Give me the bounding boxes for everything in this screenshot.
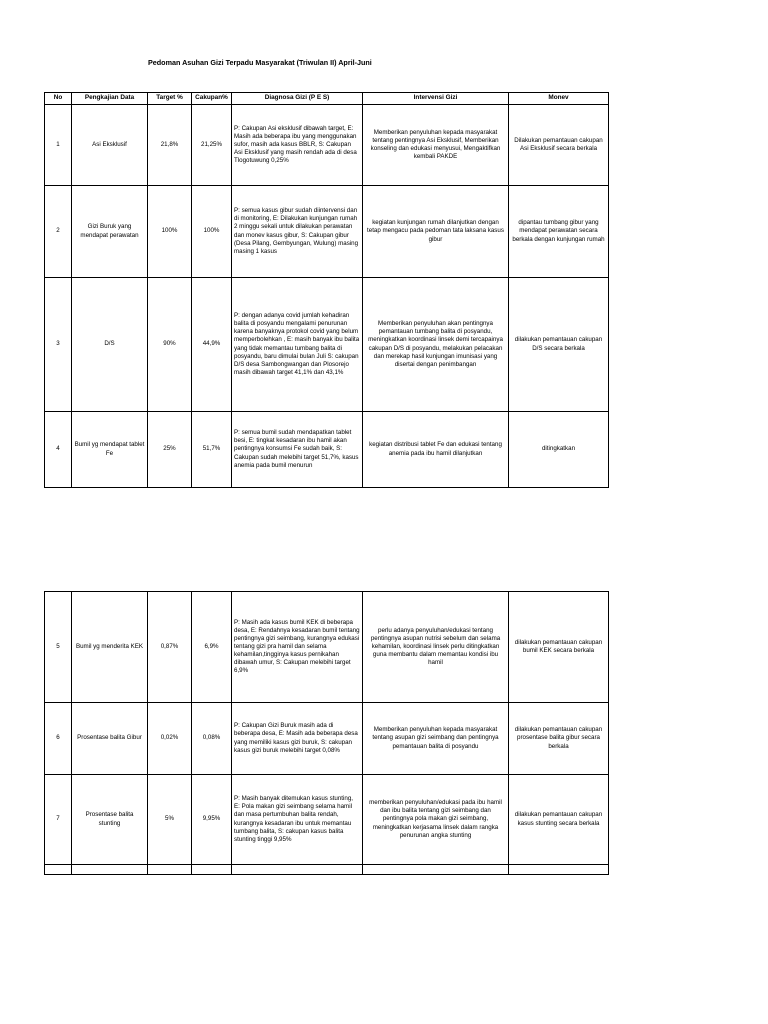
- cell-intervensi: kegiatan distribusi tablet Fe dan edukasi tentang anemia pada ibu hamil dilanjutkan: [363, 412, 509, 488]
- cell-pengkajian-data: Gizi Buruk yang mendapat perawatan: [72, 186, 148, 278]
- cell-cakupan: 100%: [192, 186, 232, 278]
- cell-target: 21,8%: [148, 105, 192, 186]
- cell-target: 25%: [148, 412, 192, 488]
- cell-empty: [45, 865, 72, 875]
- cell-diagnosa: P: dengan adanya covid jumlah kehadiran balita di posyandu mengalami penurunan karena banyaknya protokol covid yang belum memperbolehkan , E: masih banyak ibu balita yang tidak memantau tumbang balita di posyandu, baru dimulai bulan Juli S: cakupan D/S desa Sambongwangan dan Plosorejo masih dibawah target 41,1% dan 43,1%: [232, 278, 363, 412]
- cell-monev: dilakukan pemantauan cakupan prosentase balita gibur secara berkala: [509, 703, 609, 775]
- header-diagnosa: Diagnosa Gizi (P E S): [232, 93, 363, 105]
- cell-empty: [509, 865, 609, 875]
- cell-intervensi: kegiatan kunjungan rumah dilanjutkan dengan tetap mengacu pada pedoman tata laksana kasus gibur: [363, 186, 509, 278]
- cell-intervensi: Memberikan penyuluhan kepada masyarakat tentang asupan gizi seimbang dan pentingnya pemantauan balita di posyandu: [363, 703, 509, 775]
- cell-target: 90%: [148, 278, 192, 412]
- page-title: Pedoman Asuhan Gizi Terpadu Masyarakat (Triwulan II) April-Juni: [148, 58, 372, 67]
- table-row: [45, 775, 609, 865]
- header-cakupan: Cakupan%: [192, 93, 232, 105]
- cell-diagnosa: P: semua bumil sudah mendapatkan tablet besi, E: tingkat kesadaran ibu hamil akan pentingnya konsumsi Fe sudah baik, S: Cakupan sudah melebihi target 51,7%, kasus anemia pada bumil menurun: [232, 412, 363, 488]
- cell-pengkajian-data: D/S: [72, 278, 148, 412]
- cell-pengkajian-data: Bumil yg mendapat tablet Fe: [72, 412, 148, 488]
- cell-target: 0,02%: [148, 703, 192, 775]
- table-row-empty: [45, 865, 609, 875]
- header-no: No: [45, 93, 72, 105]
- cell-diagnosa: P: Masih ada kasus bumil KEK di beberapa desa, E: Rendahnya kesadaran bumil tentang pentingnya gizi seimbang, kurangnya edukasi tentang gizi pra hamil dan selama kehamilan,tingginya kasus pernikahan dibawah umur, S: Cakupan melebihi target 6,9%: [232, 592, 363, 703]
- cell-cakupan: 51,7%: [192, 412, 232, 488]
- cell-intervensi: memberikan penyuluhan/edukasi pada ibu hamil dan ibu balita tentang gizi seimbang dan pentingnya pola makan gizi seimbang, meningkatkan kerjasama linsek dalam rangka penurunan angka stunting: [363, 775, 509, 865]
- cell-cakupan: 44,9%: [192, 278, 232, 412]
- cell-pengkajian-data: Prosentase balita stunting: [72, 775, 148, 865]
- cell-no: 2: [45, 186, 72, 278]
- cell-no: 7: [45, 775, 72, 865]
- cell-no: 6: [45, 703, 72, 775]
- cell-diagnosa: P: Masih banyak ditemukan kasus stunting, E: Pola makan gizi seimbang selama hamil dan masa pertumbuhan balita rendah, kurangnya kesadaran ibu untuk memantau tumbang balita, S: cakupan kasus balita stunting tinggi 9,95%: [232, 775, 363, 865]
- cell-diagnosa: P: Cakupan Gizi Buruk masih ada di beberapa desa, E: Masih ada beberapa desa yang memiliki kasus gizi buruk, S: cakupan kasus gizi buruk melebihi target 0,08%: [232, 703, 363, 775]
- cell-target: 0,87%: [148, 592, 192, 703]
- cell-intervensi: perlu adanya penyuluhan/edukasi tentang pentingnya asupan nutrisi sebelum dan selama kehamilan, koordinasi linsek perlu ditingkatkan guna membantu dalam memantau kondisi ibu hamil: [363, 592, 509, 703]
- cell-no: 4: [45, 412, 72, 488]
- cell-intervensi: Memberikan penyuluhan kepada masyarakat tentang pentingnya Asi Eksklusif, Memberikan konseling dan edukasi menyusui, Mengaktifkan kembali PAKDE: [363, 105, 509, 186]
- cell-pengkajian-data: Asi Eksklusif: [72, 105, 148, 186]
- cell-monev: dipantau tumbang gibur yang mendapat perawatan secara berkala dengan kunjungan rumah: [509, 186, 609, 278]
- header-pengkajian-data: Pengkajian Data: [72, 93, 148, 105]
- cell-empty: [232, 865, 363, 875]
- cell-cakupan: 6,9%: [192, 592, 232, 703]
- cell-monev: dilakukan pemantauan cakupan kasus stunting secara berkala: [509, 775, 609, 865]
- cell-empty: [192, 865, 232, 875]
- table-header-row: [45, 93, 609, 105]
- cell-empty: [148, 865, 192, 875]
- cell-monev: dilakukan pemantauan cakupan D/S secara berkala: [509, 278, 609, 412]
- table-row: [45, 703, 609, 775]
- cell-no: 3: [45, 278, 72, 412]
- table-row: [45, 186, 609, 278]
- header-monev: Monev: [509, 93, 609, 105]
- cell-monev: Dilakukan pemantauan cakupan Asi Eksklusif secara berkala: [509, 105, 609, 186]
- cell-no: 5: [45, 592, 72, 703]
- cell-monev: dilakukan pemantauan cakupan bumil KEK secara berkala: [509, 592, 609, 703]
- header-intervensi: Intervensi Gizi: [363, 93, 509, 105]
- cell-diagnosa: P: Cakupan Asi eksklusif dibawah target, E: Masih ada beberapa ibu yang menggunakan sufor, masih ada kasus BBLR, S: Cakupan Asi Eksklusif yang masih rendah ada di desa Tlogotuwung 0,25%: [232, 105, 363, 186]
- cell-pengkajian-data: Bumil yg menderita KEK: [72, 592, 148, 703]
- table-row: [45, 412, 609, 488]
- table-part-1: [44, 92, 609, 488]
- cell-cakupan: 21,25%: [192, 105, 232, 186]
- cell-empty: [363, 865, 509, 875]
- table-row: [45, 592, 609, 703]
- cell-pengkajian-data: Prosentase balita Gibur: [72, 703, 148, 775]
- cell-no: 1: [45, 105, 72, 186]
- cell-cakupan: 0,08%: [192, 703, 232, 775]
- cell-intervensi: Memberikan penyuluhan akan pentingnya pemantauan tumbang balita di posyandu, meningkatkan koordinasi linsek demi tercapainya cakupan D/S di posyandu, melakukan pelacakan dan merekap hasil kunjungan imunisasi yang disertai dengan penimbangan: [363, 278, 509, 412]
- cell-diagnosa: P: semua kasus gibur sudah diintervensi dan di monitoring, E: Dilakukan kunjungan rumah 2 minggu sekali untuk dilakukan perawatan dan monev kasus gibur, S: Cakupan gibur (Desa Pilang, Gembyungan, Wulung) masing masing 1 kasus: [232, 186, 363, 278]
- cell-target: 5%: [148, 775, 192, 865]
- cell-target: 100%: [148, 186, 192, 278]
- cell-empty: [72, 865, 148, 875]
- table-row: [45, 105, 609, 186]
- cell-cakupan: 9,95%: [192, 775, 232, 865]
- table-row: [45, 278, 609, 412]
- table-part-2: [44, 591, 609, 875]
- cell-monev: ditingkatkan: [509, 412, 609, 488]
- header-target: Target %: [148, 93, 192, 105]
